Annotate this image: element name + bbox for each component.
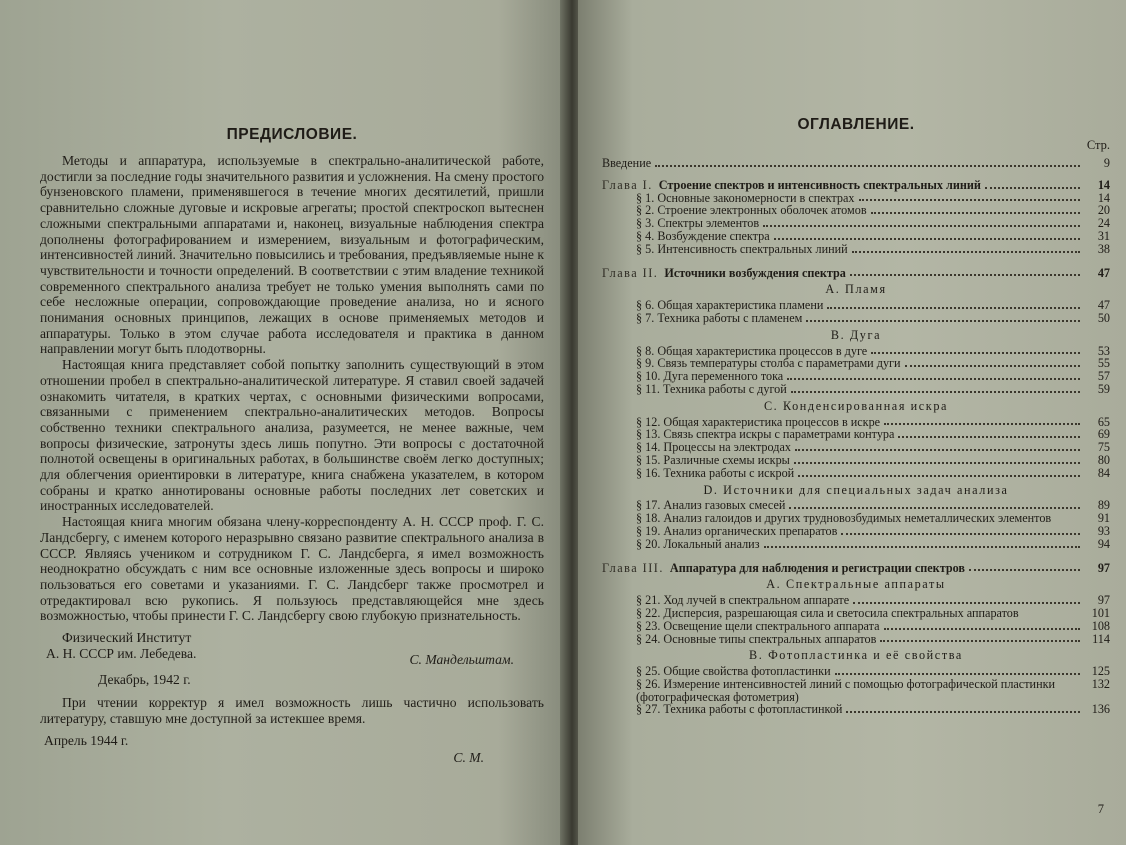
toc-item: § 23. Освещение щели спектрального аппарата 108 <box>636 618 1110 633</box>
toc-item: § 19. Анализ органических препаратов 93 <box>636 523 1110 538</box>
toc-item: § 21. Ход лучей в спектральном аппарате 97 <box>636 593 1110 608</box>
toc-item: § 12. Общая характеристика процессов в искре 65 <box>636 414 1110 429</box>
toc-item: § 13. Связь спектра искры с параметрами контура 69 <box>636 427 1110 442</box>
toc-item: § 26. Измерение интенсивностей линий с помощью фотографической пластинки (фотографическая фотометрия) 132 <box>636 676 1110 704</box>
toc-item: § 27. Техника работы с фотопластинкой 136 <box>636 702 1110 717</box>
contents-title: ОГЛАВЛЕНИЕ. <box>797 116 915 133</box>
toc-item: § 10. Дуга переменного тока 57 <box>636 369 1110 384</box>
note-signature: С. М. <box>453 750 484 766</box>
proof-note <box>40 695 544 726</box>
toc-item: § 20. Локальный анализ 94 <box>636 536 1110 551</box>
page-number: 7 <box>1097 802 1104 816</box>
section-heading: А. Пламя <box>825 282 887 297</box>
toc-item: § 8. Общая характеристика процессов в дуге 53 <box>636 343 1110 358</box>
toc-item: § 9. Связь температуры столба с параметрами дуги 55 <box>636 356 1110 371</box>
toc-item: § 18. Анализ галоидов и других трудновозбудимых неметаллических элементов 91 <box>636 511 1110 526</box>
toc-item: § 4. Возбуждение спектра 31 <box>636 228 1110 243</box>
preface-paragraph: Методы и аппаратура, используемые в спектрально-аналитической работе, достигли за последние годы значительного развития и усложнения. На смену простого бунзеновского пламени, применявшегося в течение многих десятилетий, пришли сравнительно сложные дуговые и искровые агрегаты; простой спектроскоп вытеснен сложными спектральными аппаратами и, наконец, визуальные наблюдения спектра дополнены фотографированием и измерением, визуальным и фотографическим, интенсивностей линий. Значительно повысились и требования, предъявляемые ныне к чувствительности и точности определений. В соответствии с этим владение техникой современного спектрального анализа требует не только умения выполнять сами по себе несложные операции, сопровождающие проведение анализа, но и ясного понимания основных принципов, лежащих в основе применяемых методов и аппаратуры. Только в этом случае работа исследователя и практика в данном направлении могут быть плодотворны. <box>40 153 544 357</box>
signature-block <box>40 630 544 687</box>
preface-paragraph: Настоящая книга представляет собой попытку заполнить существующий в этом отношении пробел в спектрально-аналитической литературе. Я ставил своей задачей ознакомить читателя, в кратких чертах, с основными физическими вопросами, связанными с применением спектрально-аналитических методов. Вопросы собственно техники спектрального анализа, разумеется, не менее важные, чем вопросы физические, затронуты здесь лишь попутно. Эти вопросы с достаточной полнотой освещены в оригинальных работах, в большинстве своём легко доступных; для облегчения ориентировки в литературе, книга снабжена указателем, в котором собраны и кратко аннотированы основные работы последних лет советских и иностранных исследователей. <box>40 357 544 514</box>
preface-date: Декабрь, 1942 г. <box>98 671 191 687</box>
section-heading: В. Фотопластинка и её свойства <box>749 648 963 663</box>
section-heading: В. Дуга <box>830 327 882 342</box>
toc-item: § 15. Различные схемы искры 80 <box>636 452 1110 467</box>
proof-note-text: При чтении корректур я имел возможность лишь частично использовать литературу, ставшую мне доступной за истекшее время. <box>40 695 544 726</box>
toc-item: § 6. Общая характеристика пламени 47 <box>636 298 1110 313</box>
section-heading: С. Конденсированная искра <box>763 398 949 413</box>
author-signature: С. Мандельштам. <box>409 651 514 667</box>
toc-item: § 11. Техника работы с дугой 59 <box>636 381 1110 396</box>
toc-item: § 2. Строение электронных оболочек атомов 20 <box>636 203 1110 218</box>
section-heading: D. Источники для специальных задач анализа <box>703 482 1009 497</box>
section-heading: А. Спектральные аппараты <box>766 577 946 592</box>
toc-item: § 7. Техника работы с пламенем 50 <box>636 310 1110 325</box>
toc-item: § 16. Техника работы с искрой 84 <box>636 465 1110 480</box>
page-column-label: Стр. <box>1086 138 1110 152</box>
toc-item: § 3. Спектры элементов 24 <box>636 216 1110 231</box>
toc-item: § 1. Основные закономерности в спектрах 14 <box>636 190 1110 205</box>
toc-item: § 24. Основные типы спектральных аппаратов 114 <box>636 631 1110 646</box>
toc-item: § 17. Анализ газовых смесей 89 <box>636 498 1110 513</box>
table-of-contents <box>602 157 1110 716</box>
toc-intro: Введение 9 <box>602 156 1110 170</box>
right-page <box>578 0 1126 845</box>
toc-item: § 14. Процессы на электродах 75 <box>636 440 1110 455</box>
chapter-1: Глава I. Строение спектров и интенсивность спектральных линий 14 <box>602 177 1110 192</box>
note-date: Апрель 1944 г. <box>44 732 129 748</box>
toc-item: § 5. Интенсивность спектральных линий 38 <box>636 241 1110 256</box>
preface-paragraph: Настоящая книга многим обязана члену-корреспонденту А. Н. СССР проф. Г. С. Ландсбергу, с именем которого неразрывно связано развитие спектрального анализа в СССР. Являясь учеником и сотрудником Г. С. Ландсберга, я имел возможность неоднократно обсуждать с ним все основные изложенные здесь вопросы и широко пользоваться его советами и указаниями. Г. С. Ландсберг также просмотрел и отредактировал всю рукопись. Я пользуюсь представляющейся мне здесь возможностью, чтобы принести Г. С. Ландсбергу свою глубокую признательность. <box>40 514 544 624</box>
toc-item: § 25. Общие свойства фотопластинки 125 <box>636 664 1110 679</box>
institute-line: Физический Институт <box>62 630 192 646</box>
preface-body <box>40 153 544 624</box>
institute-line: А. Н. СССР им. Лебедева. <box>46 645 197 661</box>
chapter-3: Глава III. Аппаратура для наблюдения и регистрации спектров 97 <box>602 560 1110 575</box>
preface-title: ПРЕДИСЛОВИЕ. <box>226 126 358 143</box>
chapter-2: Глава II. Источники возбуждения спектра 47 <box>602 265 1110 280</box>
toc-item: § 22. Дисперсия, разрешающая сила и светосила спектральных аппаратов 101 <box>636 605 1110 620</box>
